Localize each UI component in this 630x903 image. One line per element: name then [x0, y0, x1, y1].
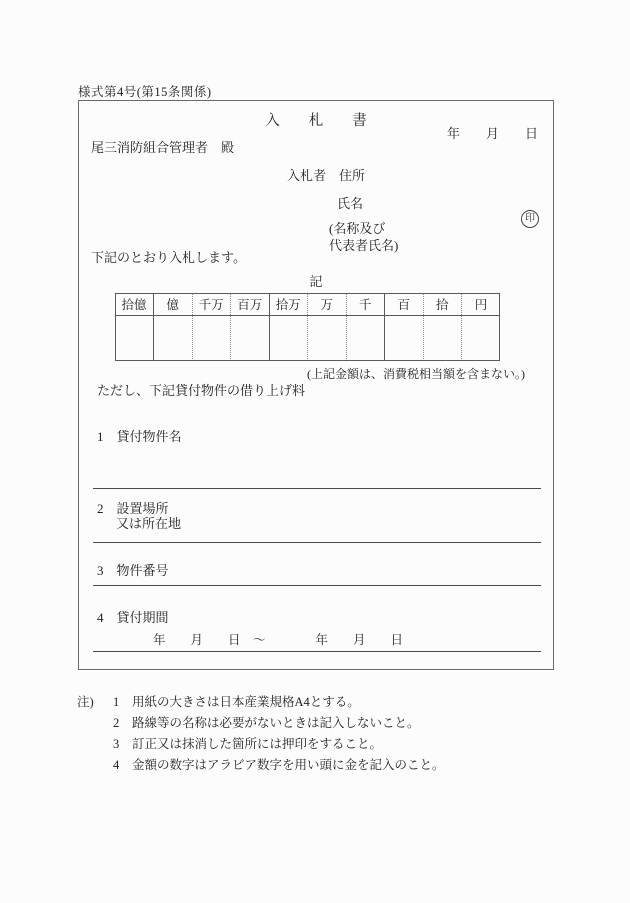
org-name-label-line1: (名称及び: [329, 221, 386, 236]
amount-col-header: 百万: [231, 293, 270, 316]
note-number: 2: [113, 716, 120, 730]
proviso-text: ただし、下記貸付物件の借り上げ料: [97, 383, 306, 398]
amount-col-header: 万: [308, 293, 347, 316]
section-3-label: 3 物件番号: [97, 563, 169, 578]
org-name-label-line2: 代表者氏名): [329, 238, 399, 253]
amount-cell: [423, 316, 462, 362]
section-4-label: 4 貸付期間: [97, 610, 169, 625]
amount-col-header: 円: [462, 293, 501, 316]
amount-cell: [154, 316, 193, 362]
amount-cell: [462, 316, 501, 362]
ki-heading: 記: [309, 274, 323, 289]
amount-col-header: 拾万: [269, 293, 308, 316]
amount-table: [115, 293, 500, 361]
note-number: 3: [113, 737, 120, 751]
form-number: 様式第4号(第15条関係): [78, 85, 212, 99]
note-item: [77, 692, 445, 713]
section-2-label-line2: 又は所在地: [116, 516, 182, 531]
section-1-underline: [93, 488, 541, 489]
form-title: 入 札 書: [265, 113, 367, 129]
amount-col-header: 百: [385, 293, 424, 316]
period-line: 年 月 日 ～ 年 月 日: [153, 633, 404, 647]
note-text: 路線等の名称は必要がないときは記入しないこと。: [132, 716, 420, 730]
amount-cell: [346, 316, 385, 362]
notes-label: 注): [77, 695, 94, 709]
section-3-underline: [93, 585, 541, 586]
amount-cell: [269, 316, 308, 362]
amount-cell: [385, 316, 424, 362]
note-text: 金額の数字はアラビア数字を用い頭に金を記入のこと。: [132, 758, 445, 772]
section-1-label: 1 貸付物件名: [97, 429, 182, 444]
bid-form-box: [78, 100, 554, 670]
note-item: [77, 734, 445, 755]
addressee: 尾三消防組合管理者 殿: [91, 140, 235, 155]
note-number: 4: [113, 758, 120, 772]
amount-col-header: 千万: [192, 293, 231, 316]
section-4-underline: [93, 651, 541, 652]
amount-table-header-row: [115, 293, 500, 316]
amount-cell: [192, 316, 231, 362]
note-item: [77, 755, 445, 776]
amount-col-header: 拾億: [115, 293, 154, 316]
amount-cell: [231, 316, 270, 362]
amount-col-header: 千: [346, 293, 385, 316]
tax-note: (上記金額は、消費税相当額を含まない。): [307, 367, 525, 381]
note-number: 1: [113, 695, 120, 709]
amount-entry-row: [115, 316, 500, 362]
note-text: 訂正又は抹消した箇所には押印をすること。: [132, 737, 383, 751]
note-text: 用紙の大きさは日本産業規格A4とする。: [132, 695, 360, 709]
seal-mark-icon: 印: [521, 210, 539, 228]
date-line: 年 月 日: [446, 126, 538, 141]
bidder-address-label: 入札者 住所: [287, 168, 366, 183]
section-2-label: 2 設置場所: [97, 501, 169, 516]
amount-cell: [115, 316, 154, 362]
bidder-name-label: 氏名: [337, 196, 364, 211]
amount-col-header: 拾: [423, 293, 462, 316]
note-item: [77, 713, 445, 734]
declaration-text: 下記のとおり入札します。: [91, 250, 246, 265]
notes-block: [77, 692, 445, 776]
amount-cell: [308, 316, 347, 362]
amount-col-header: 億: [154, 293, 193, 316]
section-2-underline: [93, 542, 541, 543]
